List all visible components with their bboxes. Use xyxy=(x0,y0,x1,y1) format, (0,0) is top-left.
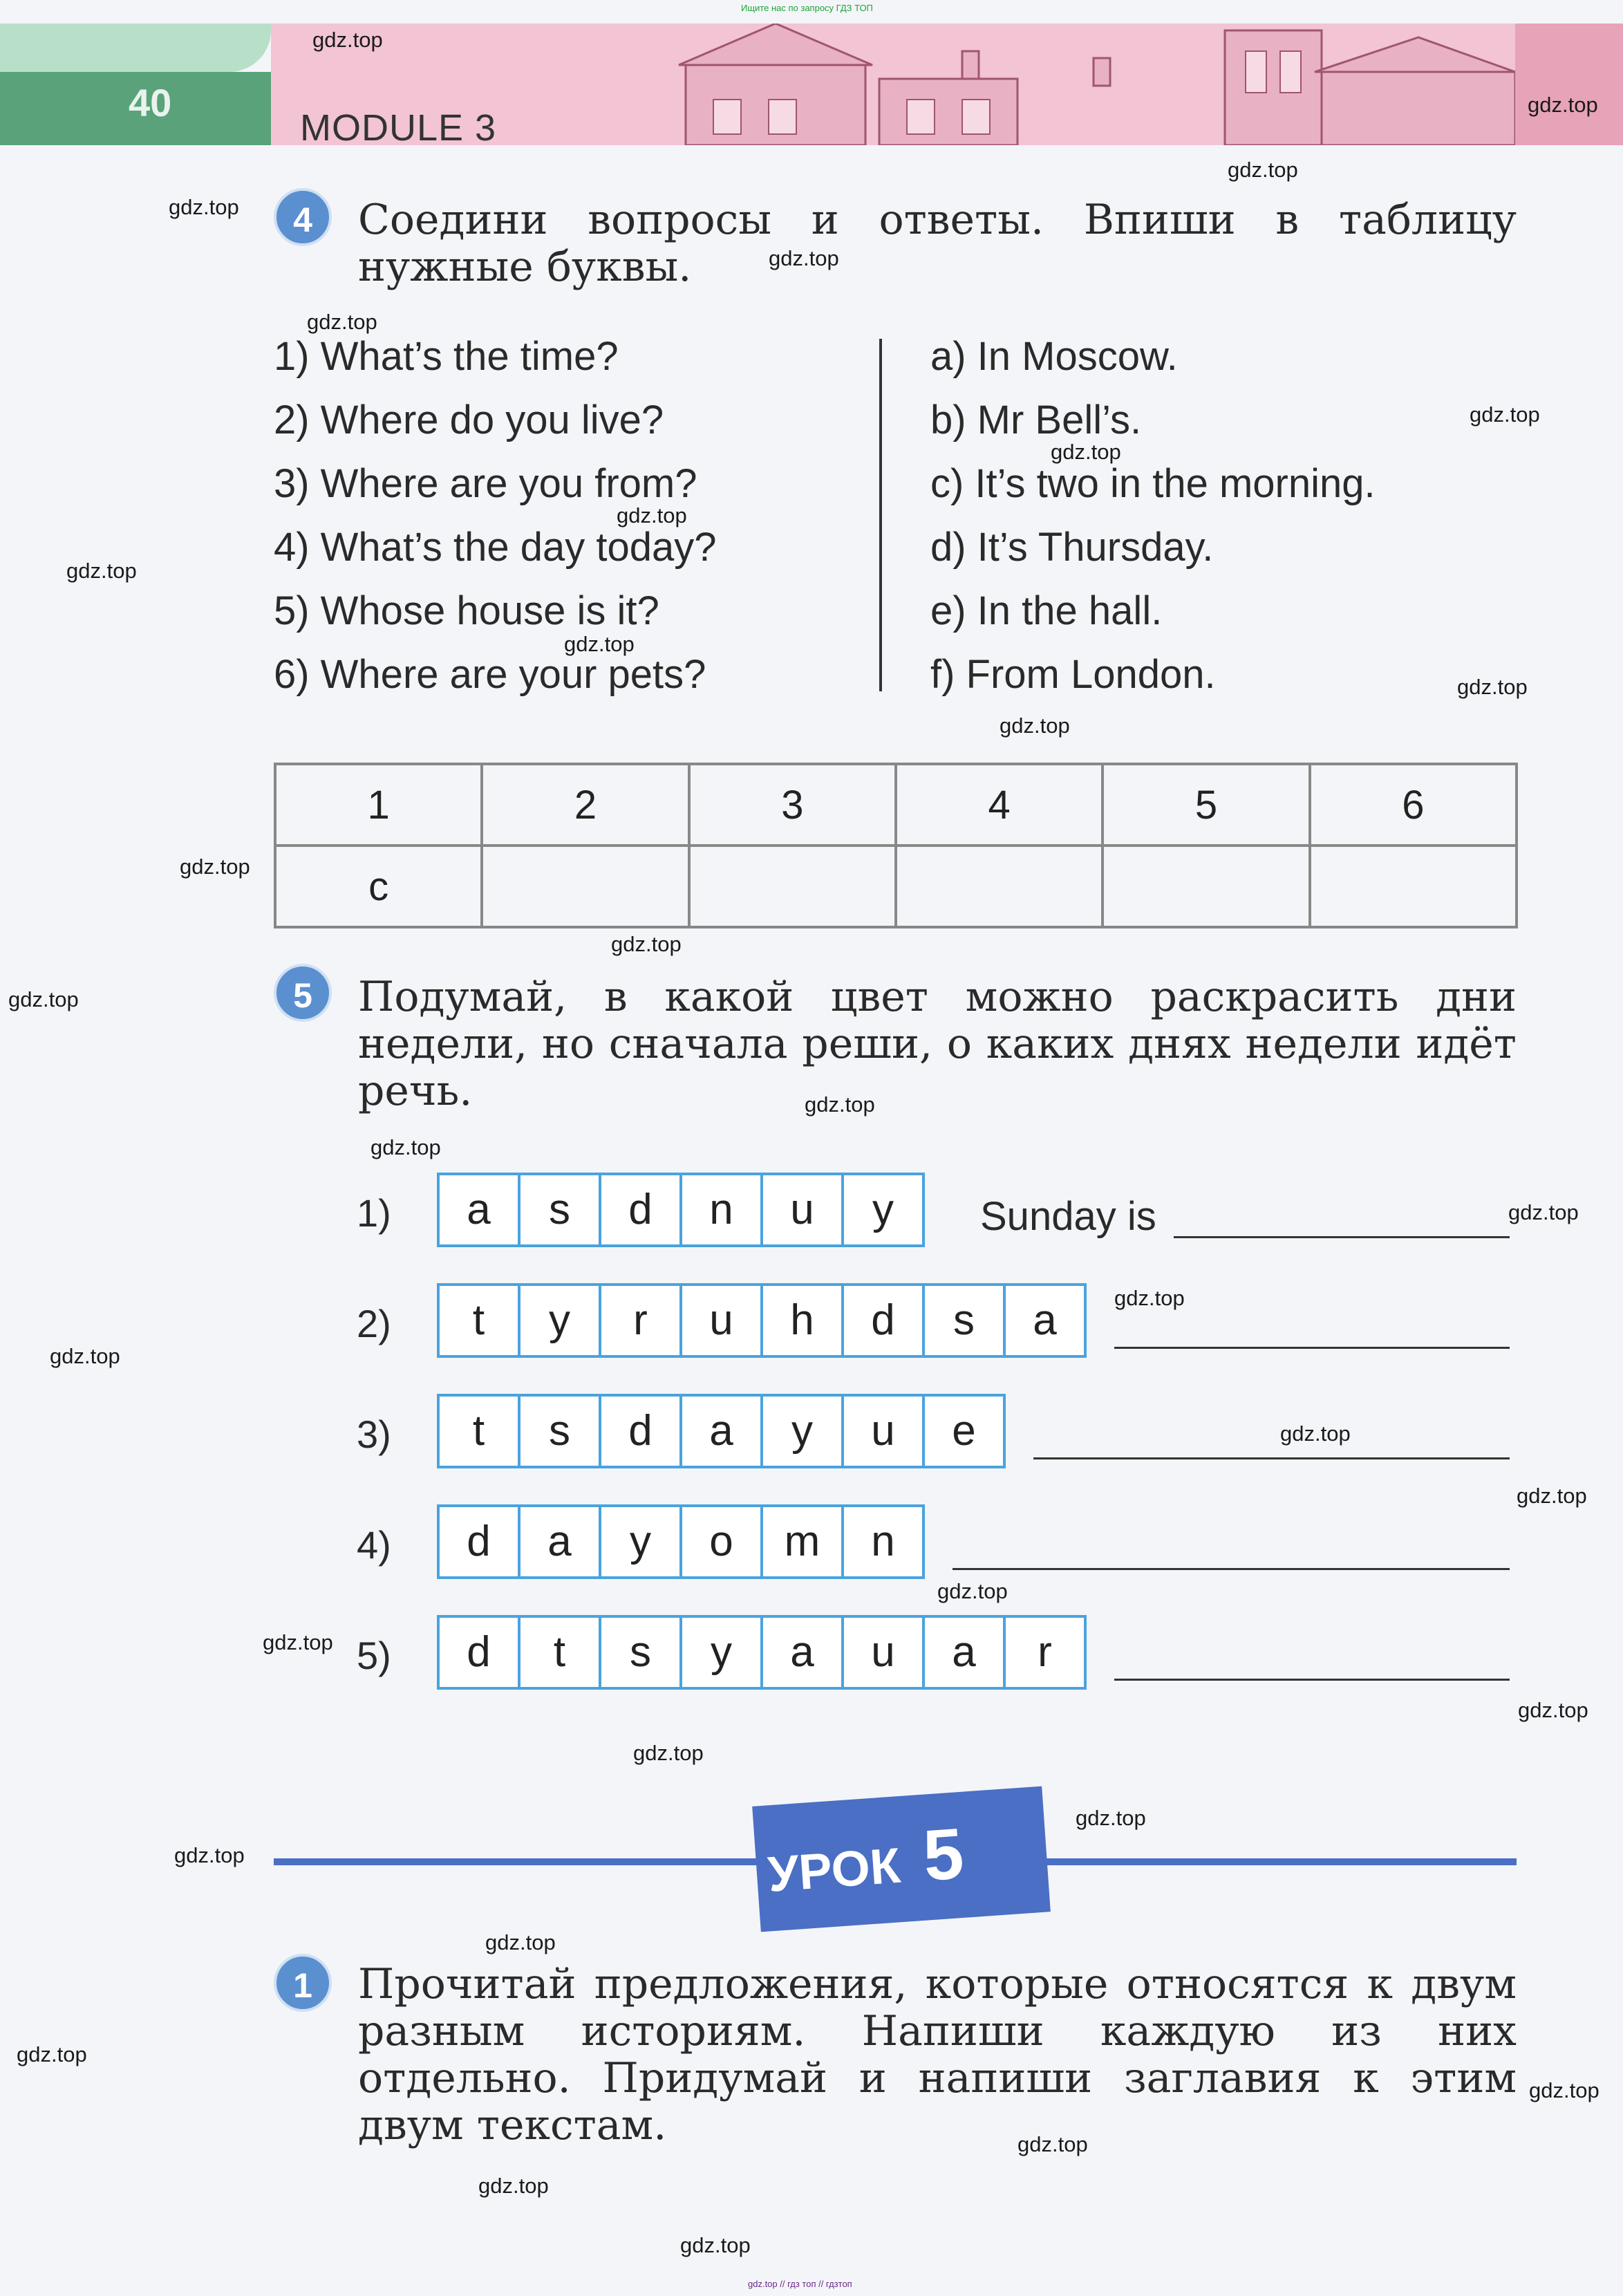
letter-box: h xyxy=(760,1283,844,1358)
watermark: gdz.top xyxy=(8,987,79,1011)
top-notice: Ищите нас по запросу ГДЗ ТОП xyxy=(741,3,873,13)
puzzle-answer-text: Sunday is xyxy=(980,1194,1156,1239)
column-divider xyxy=(879,339,882,691)
exercise-4-badge: 4 xyxy=(274,188,332,246)
letter-box: a xyxy=(437,1173,520,1247)
watermark: gdz.top xyxy=(805,1092,875,1117)
watermark: gdz.top xyxy=(174,1843,245,1867)
exercise-1-instruction: Прочитай предложения, которые относятся к двум разным историям. Напиши каждую из них отдельно. Придумай и напиши заглавия к этим двум текстам. xyxy=(358,1960,1517,2149)
letter-box: a xyxy=(679,1394,763,1468)
answer-e: e) In the hall. xyxy=(930,588,1163,633)
watermark: gdz.top xyxy=(1076,1806,1146,1830)
watermark: gdz.top xyxy=(1457,675,1528,699)
watermark: gdz.top xyxy=(617,503,687,528)
question-4: 4) What’s the day today? xyxy=(274,525,717,570)
letter-box: d xyxy=(599,1173,682,1247)
watermark: gdz.top xyxy=(1228,158,1298,182)
answer-c: c) It’s two in the morning. xyxy=(930,461,1376,506)
answer-b: b) Mr Bell’s. xyxy=(930,398,1142,442)
letter-box: u xyxy=(760,1173,844,1247)
watermark: gdz.top xyxy=(1280,1421,1351,1446)
table-header-cell: 2 xyxy=(482,764,688,846)
puzzle-number: 1) xyxy=(357,1191,391,1235)
exercise-4-instruction: Соедини вопросы и ответы. Впиши в таблицу нужные буквы. xyxy=(358,196,1517,291)
letter-box: t xyxy=(437,1283,520,1358)
letter-box: y xyxy=(599,1504,682,1579)
letter-box: s xyxy=(599,1615,682,1690)
question-3: 3) Where are you from? xyxy=(274,461,697,506)
watermark: gdz.top xyxy=(1470,402,1540,427)
watermark: gdz.top xyxy=(1017,2132,1088,2156)
table-header-cell: 4 xyxy=(896,764,1103,846)
letter-box: a xyxy=(760,1615,844,1690)
answer-line[interactable] xyxy=(1174,1236,1510,1238)
letter-box: y xyxy=(841,1173,925,1247)
table-answer-cell[interactable]: c xyxy=(275,846,482,927)
letter-box: d xyxy=(841,1283,925,1358)
question-6: 6) Where are your pets? xyxy=(274,652,706,697)
letter-box: n xyxy=(841,1504,925,1579)
header-right-block xyxy=(1515,24,1623,145)
puzzle-number: 5) xyxy=(357,1634,391,1677)
watermark: gdz.top xyxy=(312,28,383,52)
watermark: gdz.top xyxy=(937,1579,1008,1603)
lesson-title xyxy=(764,1813,966,1909)
footer-text: gdz.top // гдз топ // гдзтоп xyxy=(748,2279,852,2289)
letter-box: s xyxy=(922,1283,1006,1358)
letter-box: u xyxy=(679,1283,763,1358)
answer-line[interactable] xyxy=(1033,1457,1510,1459)
exercise-5-badge: 5 xyxy=(274,964,332,1022)
question-5: 5) Whose house is it? xyxy=(274,588,659,633)
watermark: gdz.top xyxy=(564,632,635,656)
table-answer-cell[interactable] xyxy=(1103,846,1309,927)
watermark: gdz.top xyxy=(611,932,682,956)
answer-f: f) From London. xyxy=(930,652,1216,697)
letter-box: d xyxy=(599,1394,682,1468)
question-1: 1) What’s the time? xyxy=(274,334,619,379)
watermark: gdz.top xyxy=(50,1344,120,1368)
letter-box: r xyxy=(1003,1615,1087,1690)
exercise-5-instruction: Подумай, в какой цвет можно раскрасить дни недели, но сначала реши, о каких днях недели идёт речь. xyxy=(358,973,1517,1115)
puzzle-number: 3) xyxy=(357,1412,391,1456)
table-answer-cell[interactable] xyxy=(896,846,1103,927)
letter-box: y xyxy=(518,1283,601,1358)
answer-line[interactable] xyxy=(1114,1347,1510,1349)
table-header-cell: 5 xyxy=(1103,764,1309,846)
table-header-cell: 3 xyxy=(689,764,896,846)
puzzle-number: 4) xyxy=(357,1523,391,1567)
letter-box: t xyxy=(518,1615,601,1690)
letter-box: n xyxy=(679,1173,763,1247)
watermark: gdz.top xyxy=(1508,1200,1579,1224)
question-2: 2) Where do you live? xyxy=(274,398,664,442)
watermark: gdz.top xyxy=(263,1630,333,1654)
letter-box: t xyxy=(437,1394,520,1468)
answer-line[interactable] xyxy=(953,1568,1510,1570)
watermark: gdz.top xyxy=(1000,713,1070,738)
page-number: 40 xyxy=(129,81,172,124)
answer-table-header-row xyxy=(275,764,1517,846)
module-label: MODULE 3 xyxy=(300,107,497,149)
letter-box: y xyxy=(679,1615,763,1690)
answer-line[interactable] xyxy=(1114,1679,1510,1681)
watermark: gdz.top xyxy=(769,246,839,270)
exercise-1-badge: 1 xyxy=(274,1954,332,2012)
watermark: gdz.top xyxy=(1529,2078,1599,2102)
letter-box: d xyxy=(437,1504,520,1579)
lesson-word: УРОК xyxy=(766,1838,903,1903)
watermark: gdz.top xyxy=(1114,1286,1185,1310)
letter-box: s xyxy=(518,1173,601,1247)
watermark: gdz.top xyxy=(1518,1698,1588,1722)
watermark: gdz.top xyxy=(307,310,377,334)
watermark: gdz.top xyxy=(478,2174,549,2198)
letter-box: o xyxy=(679,1504,763,1579)
puzzle-number: 2) xyxy=(357,1302,391,1345)
answer-table xyxy=(274,763,1518,928)
letter-box: a xyxy=(1003,1283,1087,1358)
letter-box: s xyxy=(518,1394,601,1468)
letter-box: r xyxy=(599,1283,682,1358)
table-answer-cell[interactable] xyxy=(689,846,896,927)
header-green-hill xyxy=(0,24,271,72)
table-header-cell: 1 xyxy=(275,764,482,846)
watermark: gdz.top xyxy=(169,195,239,219)
lesson-number: 5 xyxy=(920,1813,966,1896)
watermark: gdz.top xyxy=(1051,440,1121,464)
answer-a: a) In Moscow. xyxy=(930,334,1178,379)
letter-box: a xyxy=(518,1504,601,1579)
watermark: gdz.top xyxy=(17,2042,87,2066)
letter-box: u xyxy=(841,1394,925,1468)
watermark: gdz.top xyxy=(485,1930,556,1954)
watermark: gdz.top xyxy=(180,855,250,879)
table-answer-cell[interactable] xyxy=(1310,846,1517,927)
watermark: gdz.top xyxy=(680,2233,751,2257)
answer-d: d) It’s Thursday. xyxy=(930,525,1214,570)
watermark: gdz.top xyxy=(370,1135,441,1159)
letter-box: y xyxy=(760,1394,844,1468)
letter-box: d xyxy=(437,1615,520,1690)
letter-box: m xyxy=(760,1504,844,1579)
table-answer-cell[interactable] xyxy=(482,846,688,927)
watermark: gdz.top xyxy=(1517,1484,1587,1508)
letter-box: e xyxy=(922,1394,1006,1468)
watermark: gdz.top xyxy=(66,559,137,583)
letter-box: u xyxy=(841,1615,925,1690)
answer-table-value-row xyxy=(275,846,1517,927)
table-header-cell: 6 xyxy=(1310,764,1517,846)
watermark: gdz.top xyxy=(1528,93,1598,117)
letter-box: a xyxy=(922,1615,1006,1690)
watermark: gdz.top xyxy=(633,1741,704,1765)
